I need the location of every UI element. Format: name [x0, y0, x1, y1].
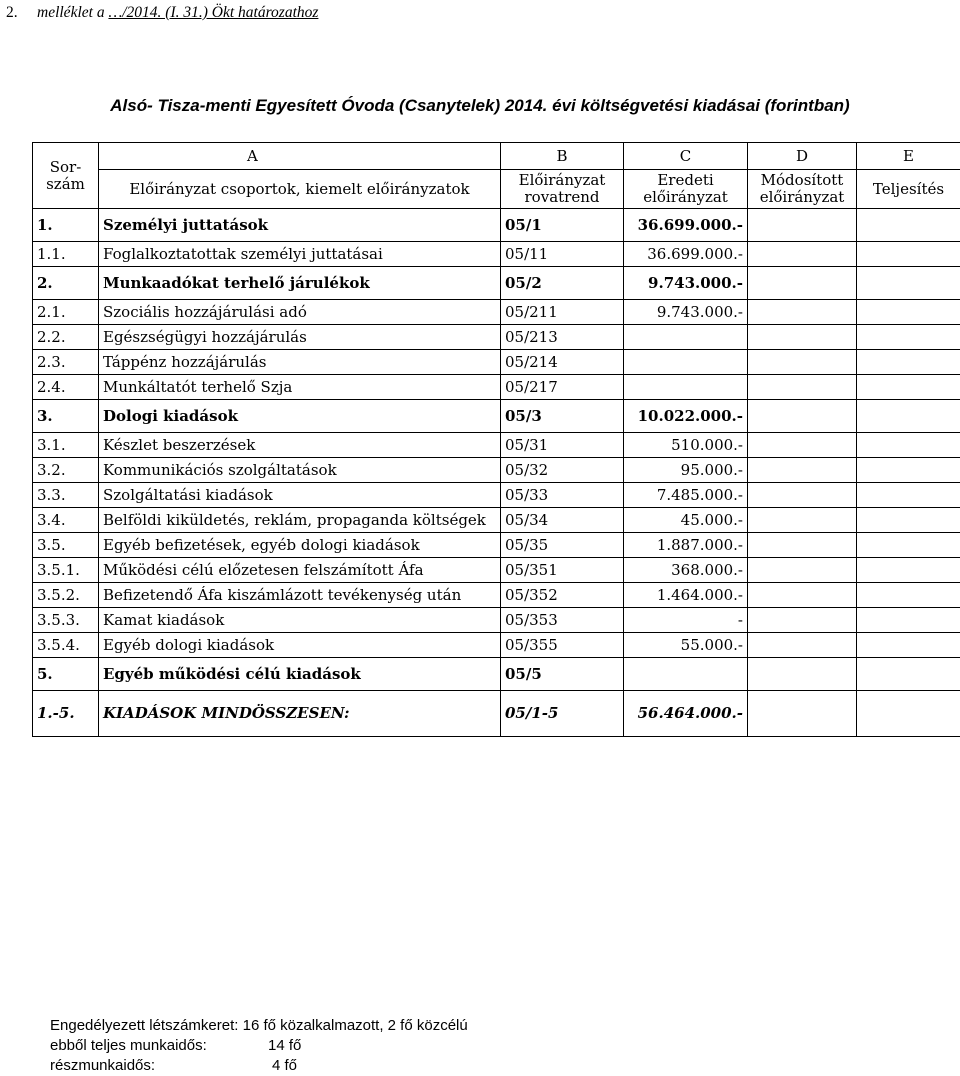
row-modified-amount [748, 350, 857, 375]
row-name: Táppénz hozzájárulás [99, 350, 501, 375]
header-sorszam-line2: szám [46, 174, 85, 193]
row-original-amount: 95.000.- [624, 458, 748, 483]
row-modified-amount [748, 608, 857, 633]
header-col-b-line1: Előirányzat [518, 171, 606, 189]
row-original-amount: 55.000.- [624, 633, 748, 658]
row-modified-amount [748, 633, 857, 658]
row-actual-amount [857, 608, 960, 633]
row-name: Kommunikációs szolgáltatások [99, 458, 501, 483]
header-col-d-line1: Módosított [760, 171, 844, 189]
row-actual-amount [857, 300, 960, 325]
header-col-b-line2: rovatrend [524, 188, 600, 206]
row-modified-amount [748, 242, 857, 267]
row-original-amount [624, 658, 748, 691]
staffing-note [50, 1016, 468, 1076]
row-number: 3.5.4. [33, 633, 99, 658]
row-original-amount: 7.485.000.- [624, 483, 748, 508]
header-col-b [501, 170, 624, 209]
row-modified-amount [748, 658, 857, 691]
header-col-a: Előirányzat csoportok, kiemelt előirányzatok [99, 170, 501, 209]
header-letter-e: E [857, 143, 960, 170]
row-name: Egyéb dologi kiadások [99, 633, 501, 658]
budget-rows [33, 209, 960, 737]
row-code: 05/33 [501, 483, 624, 508]
row-original-amount: 1.464.000.- [624, 583, 748, 608]
table-row [33, 508, 960, 533]
staffing-fulltime-label: ebből teljes munkaidős: [50, 1037, 207, 1054]
row-number: 2.2. [33, 325, 99, 350]
row-original-amount: 45.000.- [624, 508, 748, 533]
row-modified-amount [748, 325, 857, 350]
header-col-d [748, 170, 857, 209]
row-number: 3.4. [33, 508, 99, 533]
annex-resolution: …/2014. (I. 31.) Ökt határozathoz [108, 4, 319, 21]
row-number: 3.3. [33, 483, 99, 508]
header-letter-d: D [748, 143, 857, 170]
table-row [33, 558, 960, 583]
row-modified-amount [748, 558, 857, 583]
table-row [33, 533, 960, 558]
staffing-line-total: Engedélyezett létszámkeret: 16 fő közalkalmazott, 2 fő közcélú [50, 1017, 468, 1034]
row-original-amount: 510.000.- [624, 433, 748, 458]
row-code: 05/1 [501, 209, 624, 242]
annex-label: melléklet a [37, 4, 105, 21]
row-actual-amount [857, 558, 960, 583]
document-title: Alsó- Tisza-menti Egyesített Óvoda (Csanytelek) 2014. évi költségvetési kiadásai (forintban) [110, 96, 850, 115]
row-name: Szociális hozzájárulási adó [99, 300, 501, 325]
row-name: Működési célú előzetesen felszámított Áfa [99, 558, 501, 583]
row-modified-amount [748, 209, 857, 242]
row-number: 3.2. [33, 458, 99, 483]
row-name: Foglalkoztatottak személyi juttatásai [99, 242, 501, 267]
row-original-amount: 56.464.000.- [624, 691, 748, 737]
row-modified-amount [748, 583, 857, 608]
header-col-d-line2: előirányzat [759, 188, 845, 206]
row-modified-amount [748, 533, 857, 558]
row-code: 05/2 [501, 267, 624, 300]
row-name: Munkáltatót terhelő Szja [99, 375, 501, 400]
row-number: 2.1. [33, 300, 99, 325]
row-actual-amount [857, 350, 960, 375]
row-actual-amount [857, 209, 960, 242]
row-name: Egészségügyi hozzájárulás [99, 325, 501, 350]
row-code: 05/31 [501, 433, 624, 458]
row-code: 05/35 [501, 533, 624, 558]
header-letter-b: B [501, 143, 624, 170]
row-actual-amount [857, 375, 960, 400]
row-code: 05/351 [501, 558, 624, 583]
row-actual-amount [857, 633, 960, 658]
row-actual-amount [857, 533, 960, 558]
header-sorszam [33, 143, 99, 209]
annex-number: 2. [6, 4, 18, 21]
row-actual-amount [857, 242, 960, 267]
table-row [33, 267, 960, 300]
row-actual-amount [857, 508, 960, 533]
row-actual-amount [857, 583, 960, 608]
table-row [33, 209, 960, 242]
row-modified-amount [748, 400, 857, 433]
table-row [33, 691, 960, 737]
header-col-c [624, 170, 748, 209]
staffing-fulltime-value: 14 fő [268, 1037, 302, 1054]
row-code: 05/353 [501, 608, 624, 633]
row-modified-amount [748, 433, 857, 458]
row-original-amount [624, 350, 748, 375]
row-code: 05/214 [501, 350, 624, 375]
row-number: 3. [33, 400, 99, 433]
header-col-c-line2: előirányzat [643, 188, 728, 206]
row-code: 05/1-5 [501, 691, 624, 737]
row-code: 05/32 [501, 458, 624, 483]
row-original-amount: 36.699.000.- [624, 242, 748, 267]
table-row [33, 400, 960, 433]
header-col-c-line1: Eredeti [657, 171, 714, 189]
row-code: 05/211 [501, 300, 624, 325]
table-row [33, 325, 960, 350]
table-row [33, 633, 960, 658]
row-name: Szolgáltatási kiadások [99, 483, 501, 508]
header-letter-a: A [99, 143, 501, 170]
row-code: 05/5 [501, 658, 624, 691]
row-code: 05/3 [501, 400, 624, 433]
row-number: 3.5.2. [33, 583, 99, 608]
row-modified-amount [748, 267, 857, 300]
row-modified-amount [748, 691, 857, 737]
row-original-amount: 9.743.000.- [624, 267, 748, 300]
row-modified-amount [748, 375, 857, 400]
table-row [33, 242, 960, 267]
table-row [33, 458, 960, 483]
row-original-amount: - [624, 608, 748, 633]
table-row [33, 433, 960, 458]
table-row [33, 483, 960, 508]
annex-reference [6, 4, 318, 22]
row-code: 05/11 [501, 242, 624, 267]
row-name: Kamat kiadások [99, 608, 501, 633]
row-name: Személyi juttatások [99, 209, 501, 242]
row-actual-amount [857, 433, 960, 458]
table-row [33, 658, 960, 691]
row-actual-amount [857, 267, 960, 300]
row-number: 2. [33, 267, 99, 300]
row-actual-amount [857, 400, 960, 433]
row-number: 2.4. [33, 375, 99, 400]
row-actual-amount [857, 691, 960, 737]
header-sorszam-line1: Sor- [49, 157, 82, 176]
row-number: 3.1. [33, 433, 99, 458]
staffing-parttime-value: 4 fő [272, 1057, 298, 1074]
table-row [33, 583, 960, 608]
table-row [33, 375, 960, 400]
staffing-parttime-label: részmunkaidős: [50, 1057, 156, 1074]
row-number: 3.5. [33, 533, 99, 558]
row-name: Dologi kiadások [99, 400, 501, 433]
row-code: 05/34 [501, 508, 624, 533]
row-name: KIADÁSOK MINDÖSSZESEN: [99, 691, 501, 737]
budget-table [32, 142, 960, 737]
row-number: 1.-5. [33, 691, 99, 737]
row-number: 3.5.1. [33, 558, 99, 583]
row-original-amount [624, 325, 748, 350]
row-code: 05/352 [501, 583, 624, 608]
row-original-amount: 36.699.000.- [624, 209, 748, 242]
row-name: Készlet beszerzések [99, 433, 501, 458]
table-row [33, 608, 960, 633]
row-name: Belföldi kiküldetés, reklám, propaganda költségek [99, 508, 501, 533]
row-number: 2.3. [33, 350, 99, 375]
row-modified-amount [748, 483, 857, 508]
row-number: 1.1. [33, 242, 99, 267]
row-actual-amount [857, 325, 960, 350]
row-modified-amount [748, 508, 857, 533]
staffing-line-parttime [50, 1056, 468, 1076]
table-row [33, 350, 960, 375]
staffing-line-fulltime [50, 1036, 468, 1056]
row-code: 05/355 [501, 633, 624, 658]
row-code: 05/213 [501, 325, 624, 350]
row-number: 1. [33, 209, 99, 242]
row-name: Egyéb működési célú kiadások [99, 658, 501, 691]
row-original-amount: 9.743.000.- [624, 300, 748, 325]
row-original-amount: 368.000.- [624, 558, 748, 583]
row-actual-amount [857, 458, 960, 483]
row-original-amount: 1.887.000.- [624, 533, 748, 558]
row-number: 3.5.3. [33, 608, 99, 633]
table-row [33, 300, 960, 325]
row-modified-amount [748, 458, 857, 483]
header-col-e: Teljesítés [857, 170, 960, 209]
row-code: 05/217 [501, 375, 624, 400]
row-actual-amount [857, 658, 960, 691]
row-number: 5. [33, 658, 99, 691]
row-original-amount [624, 375, 748, 400]
row-original-amount: 10.022.000.- [624, 400, 748, 433]
row-name: Befizetendő Áfa kiszámlázott tevékenység után [99, 583, 501, 608]
row-name: Munkaadókat terhelő járulékok [99, 267, 501, 300]
row-modified-amount [748, 300, 857, 325]
header-letter-c: C [624, 143, 748, 170]
row-name: Egyéb befizetések, egyéb dologi kiadások [99, 533, 501, 558]
row-actual-amount [857, 483, 960, 508]
